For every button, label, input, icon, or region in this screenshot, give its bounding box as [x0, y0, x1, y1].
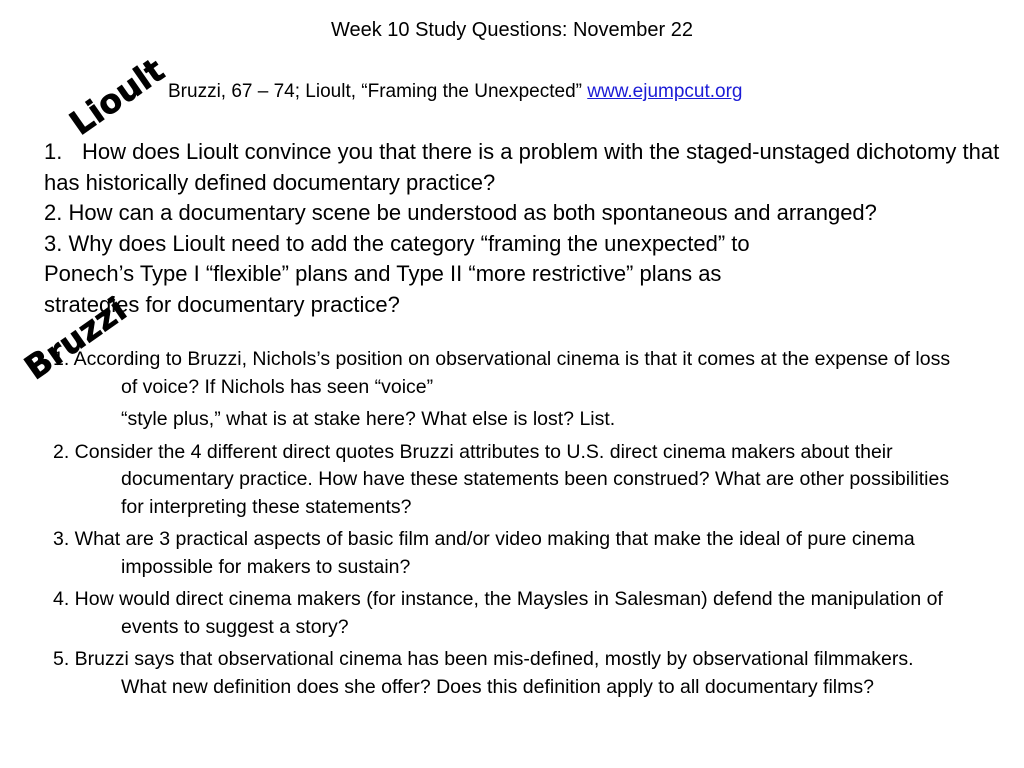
reading-text: Bruzzi, 67 – 74; Lioult, “Framing the Unexpected” [168, 81, 582, 102]
ejumpcut-link[interactable]: www.ejumpcut.org [587, 81, 743, 102]
bruzzi-question-list [53, 346, 953, 706]
question-3-line-1: 3. Why does Lioult need to add the category “framing the unexpected” to [44, 230, 750, 256]
bruzzi-question-5: 5. Bruzzi says that observational cinema has been mis-defined, mostly by observational filmmakers. What new definition does she offer? Does this definition apply to all documentary films? [53, 648, 914, 698]
lioult-question-1 [44, 137, 1019, 198]
question-3-line-2: Ponech’s Type I “flexible” plans and Type II “more restrictive” plans as [44, 261, 722, 286]
lioult-question-2: 2. How can a documentary scene be understood as both spontaneous and arranged? [44, 200, 877, 225]
question-text: How does Lioult convince you that there is a problem with the staged-unstaged dichotomy that has historically defined documentary practice? [44, 139, 1000, 195]
reading-assignment [168, 80, 743, 104]
lioult-question-list [44, 137, 1019, 320]
bruzzi-question-1: 1. According to Bruzzi, Nichols’s position on observational cinema is that it comes at the expense of loss of voice? If Nichols has seen “voice” [53, 348, 951, 398]
bruzzi-stamp-label: Bruzzi [17, 289, 134, 388]
bruzzi-question-2: 2. Consider the 4 different direct quotes Bruzzi attributes to U.S. direct cinema makers about their documentary practice. How have these statements been construed? What are other possibilities for interpreting these statements? [53, 440, 950, 518]
question-number: 1. [44, 139, 63, 164]
question-3-line-3: strategies for documentary practice? [44, 291, 400, 317]
bruzzi-question-4: 4. How would direct cinema makers (for instance, the Maysles in Salesman) defend the manipulation of events to suggest a story? [53, 588, 943, 638]
bruzzi-question-1-continuation: “style plus,” what is at stake here? What else is lost? List. [121, 408, 616, 430]
lioult-stamp-label: Lioult [62, 50, 172, 143]
page-title: Week 10 Study Questions: November 22 [330, 19, 694, 41]
bruzzi-question-3: 3. What are 3 practical aspects of basic film and/or video making that make the ideal of pure cinema impossible for makers to sustain? [53, 528, 915, 578]
lioult-question-3 [44, 229, 1019, 321]
